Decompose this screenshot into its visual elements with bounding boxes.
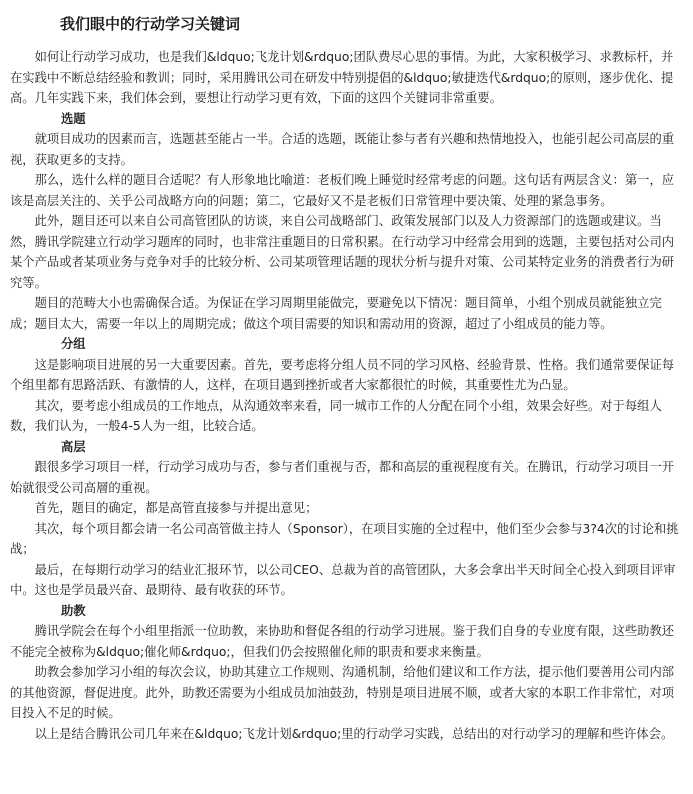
body-paragraph: 就项目成功的因素而言，选题甚至能占一半。合适的选题，既能让参与者有兴趣和热情地投入，也能引起公司高层的重视，获取更多的支持。 bbox=[10, 132, 675, 167]
body-paragraph: 腾讯学院会在每个小组里指派一位助教，来协助和督促各组的行动学习进展。鉴于我们自身的专业度有限，这些助教还不能完全被称为&ldquo;催化师&rdquo;，但我们仍会按照催化师的职责和要求来衡量。 bbox=[10, 624, 675, 659]
section-heading: 高层 bbox=[61, 439, 86, 454]
body-paragraph: 那么，选什么样的题目合适呢？有人形象地比喻道：老板们晚上睡觉时经常考虑的问题。这句话有两层含义：第一，应该是高层关注的、关乎公司战略方向的问题；第二，它最好又不是老板们日常管理中要决策、处理的紧急事务。 bbox=[10, 173, 675, 208]
section-heading: 选题 bbox=[61, 111, 86, 126]
body-paragraph: 如何让行动学习成功，也是我们&ldquo;飞龙计划&rdquo;团队费尽心思的事情。为此，大家积极学习、求教标杆，并在实践中不断总结经验和教训；同时，采用腾讯公司在研发中特别提倡的&ldquo;敏捷迭代&rdquo;的原则，逐步优化、提高。几年实践下来，我们体会到，要想让行动学习更有效，下面的这四个关键词非常重要。 bbox=[10, 50, 674, 105]
body-paragraph: 以上是结合腾讯公司几年来在&ldquo;飞龙计划&rdquo;里的行动学习实践，总结出的对行动学习的理解和些许体会。 bbox=[34, 726, 674, 741]
body-paragraph: 题目的范畴大小也需确保合适。为保证在学习周期里能做完，要避免以下情况：题目简单，小组个别成员就能独立完成；题目太大，需要一年以上的周期完成；做这个项目需要的知识和需动用的资源，超过了小组成员的能力等。 bbox=[10, 296, 662, 331]
body-paragraph: 其次，每个项目都会请一名公司高管做主持人（Sponsor），在项目实施的全过程中，他们至少会参与3?4次的讨论和挑战； bbox=[10, 521, 679, 556]
body-paragraph: 助教会参加学习小组的每次会议，协助其建立工作规则、沟通机制，给他们建议和工作方法，提示他们要善用公司内部的其他资源，督促进度。此外，助教还需要为小组成员加油鼓劲，特别是项目进展不顺，或者大家的本职工作非常忙，对项目投入不足的时候。 bbox=[10, 665, 675, 720]
body-paragraph: 首先，题目的确定，都是高管直接参与并提出意见； bbox=[34, 501, 318, 515]
section-heading: 分组 bbox=[61, 337, 86, 351]
body-paragraph: 此外，题目还可以来自公司高管团队的访谈，来自公司战略部门、政策发展部门以及人力资源部门的选题或建议。当然，腾讯学院建立行动学习题库的同时，也非常注重题目的日常积累。在行动学习中经常会用到的选题，主要包括对公司内某个产品或者某项业务与竞争对手的比较分析、公司某项管理话题的现状分析与提升对策、公司某特定业务的消费者行为研究等。 bbox=[10, 214, 675, 290]
body-paragraph: 其次，要考虑小组成员的工作地点，从沟通效率来看，同一城市工作的人分配在同个小组，效果会好些。对于每组人数，我们认为，一般4-5人为一组，比较合适。 bbox=[10, 398, 662, 433]
article-body bbox=[10, 47, 683, 744]
body-paragraph: 这是影响项目进展的另一大重要因素。首先，要考虑将分组人员不同的学习风格、经验背景、性格。我们通常要保证每个组里都有思路活跃、有激情的人，这样，在项目遇到挫折或者大家都很忙的时候，其重要性尤为凸显。 bbox=[10, 357, 675, 392]
article-title: 我们眼中的行动学习关键词 bbox=[60, 15, 241, 33]
body-paragraph: 跟很多学习项目一样，行动学习成功与否，参与者们重视与否，都和高层的重视程度有关。在腾讯，行动学习项目一开始就很受公司高層的重视。 bbox=[10, 460, 675, 495]
body-paragraph: 最后，在每期行动学习的结业汇报环节，以公司CEO、总裁为首的高管团队，大多会拿出半天时间全心投入到项目评审中。这也是学员最兴奋、最期待、最有收获的环节。 bbox=[10, 562, 676, 597]
section-heading: 助教 bbox=[61, 603, 86, 618]
